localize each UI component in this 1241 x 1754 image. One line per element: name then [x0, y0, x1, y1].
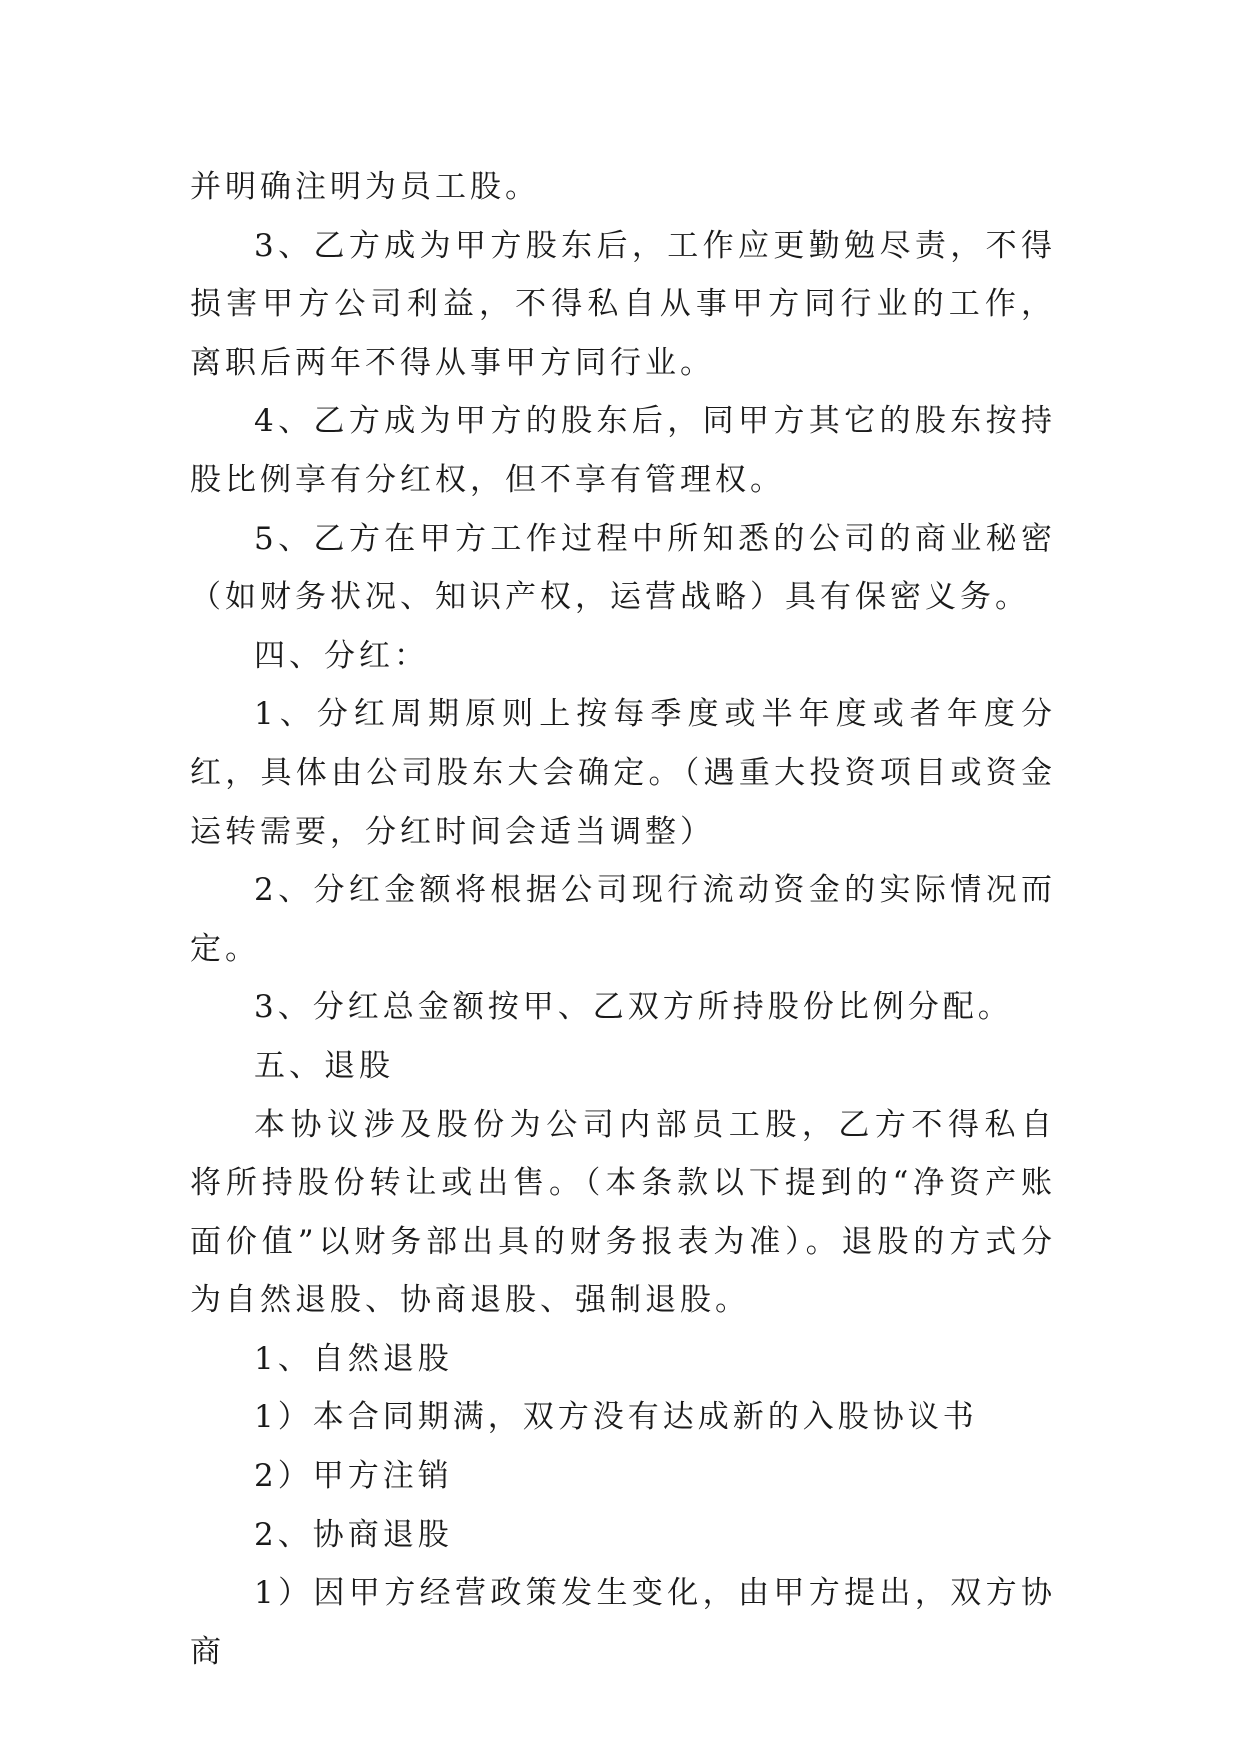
withdrawal-type-negotiated: 2、协商退股: [254, 1516, 453, 1553]
natural-withdrawal-item-2: 2）甲方注销: [254, 1458, 453, 1495]
clause-4-dividend-rights: 4、乙方成为甲方的股东后，同甲方其它的股东按持股比例享有分红权，但不享有管理权。: [190, 403, 1056, 498]
withdrawal-type-natural: 1、自然退股: [254, 1340, 453, 1377]
dividend-item-2: 2、分红金额将根据公司现行流动资金的实际情况而定。: [190, 872, 1056, 967]
document-body: [190, 158, 1056, 1681]
withdrawal-intro: 本协议涉及股份为公司内部员工股，乙方不得私自将所持股份转让或出售。（本条款以下提到的“净资产账面价值”以财务部出具的财务报表为准）。退股的方式分为自然退股、协商退股、强制退股。: [190, 1106, 1056, 1319]
dividend-item-1: 1、分红周期原则上按每季度或半年度或者年度分红，具体由公司股东大会确定。（遇重大投资项目或资金运转需要，分红时间会适当调整）: [190, 696, 1056, 850]
clause-5-confidentiality: 5、乙方在甲方工作过程中所知悉的公司的商业秘密（如财务状况、知识产权，运营战略）具有保密义务。: [190, 520, 1056, 616]
natural-withdrawal-item-1: 1）本合同期满，双方没有达成新的入股协议书: [254, 1399, 978, 1436]
dividend-item-3: 3、分红总金额按甲、乙双方所持股份比例分配。: [254, 989, 1013, 1026]
section-heading-withdrawal: 五、退股: [254, 1047, 394, 1084]
paragraph-continuation: 并明确注明为员工股。: [190, 169, 540, 205]
section-heading-dividends: 四、分红：: [254, 637, 429, 674]
negotiated-withdrawal-item-1: 1）因甲方经营政策发生变化，由甲方提出，双方协商: [190, 1575, 1056, 1670]
clause-3-duties: 3、乙方成为甲方股东后，工作应更勤勉尽责，不得损害甲方公司利益，不得私自从事甲方同行业的工作，离职后两年不得从事甲方同行业。: [190, 227, 1056, 381]
